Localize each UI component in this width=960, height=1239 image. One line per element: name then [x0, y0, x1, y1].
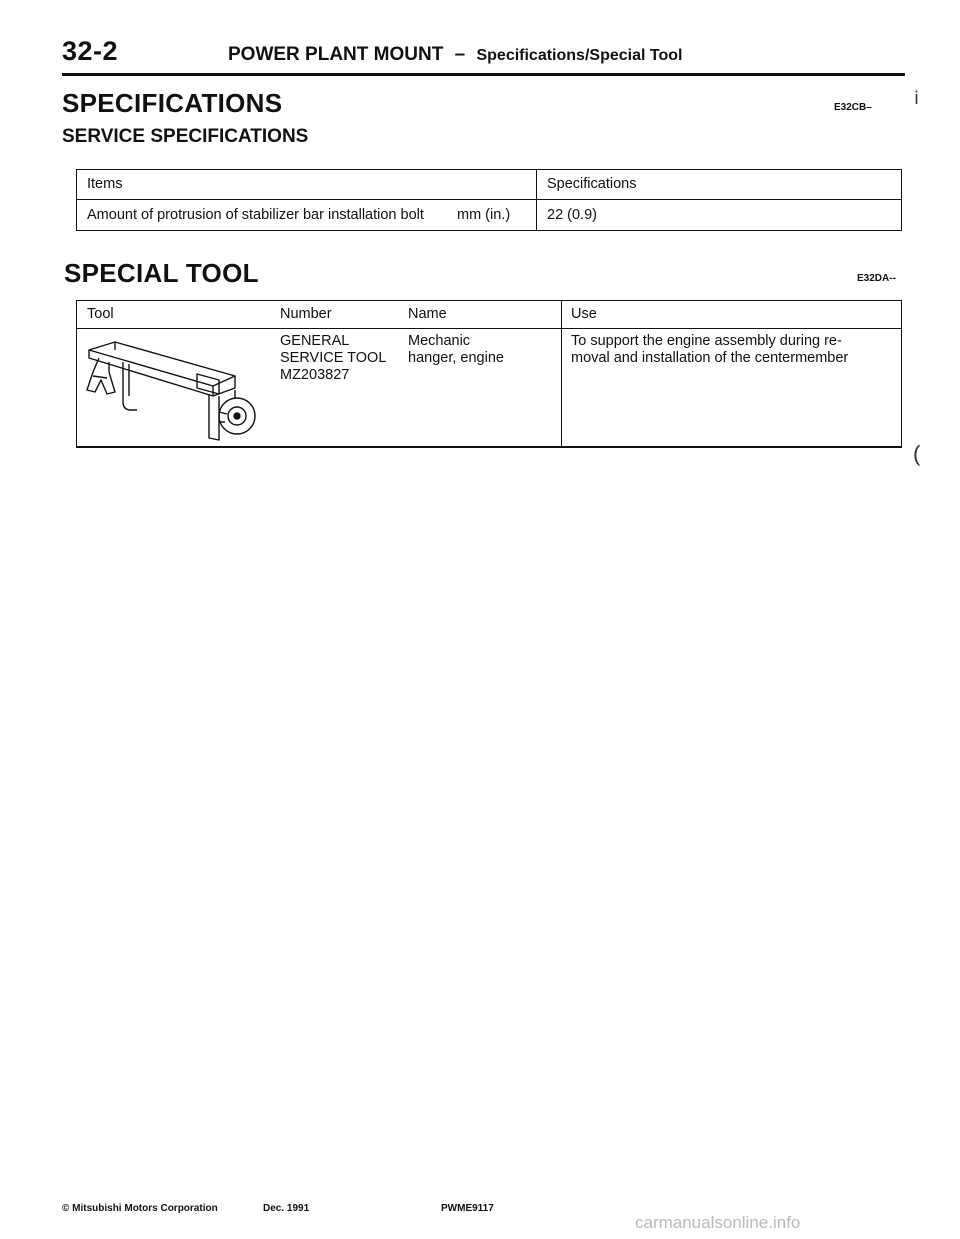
spec-unit: mm (in.)	[457, 207, 511, 223]
service-specifications-heading: SERVICE SPECIFICATIONS	[62, 126, 309, 147]
tool-use-line: moval and installation of the centermember	[571, 350, 849, 366]
footer-date: Dec. 1991	[263, 1203, 310, 1214]
specifications-heading: SPECIFICATIONS	[62, 88, 283, 118]
service-specifications-table	[76, 169, 902, 231]
specifications-code: E32CB–	[834, 102, 872, 113]
header-subtitle: Specifications/Special Tool	[476, 47, 683, 64]
stray-mark: ⅰ	[914, 88, 920, 108]
column-header-items: Items	[87, 176, 123, 192]
page-header	[228, 44, 682, 66]
tool-number-line: MZ203827	[280, 367, 350, 383]
header-rule	[62, 73, 905, 76]
tool-use-line: To support the engine assembly during re-	[571, 333, 842, 349]
spec-value: 22 (0.9)	[547, 207, 597, 223]
watermark: carmanualsonline.info	[635, 1213, 801, 1232]
special-tool-heading: SPECIAL TOOL	[64, 258, 259, 288]
tool-name-line: Mechanic	[408, 333, 471, 349]
table-divider	[561, 301, 562, 446]
tool-use	[571, 333, 848, 367]
footer-copyright: © Mitsubishi Motors Corporation	[62, 1203, 218, 1214]
table-divider	[77, 199, 901, 200]
tool-number-line: SERVICE TOOL	[280, 350, 387, 366]
engine-hanger-illustration	[85, 336, 265, 449]
special-tool-code: E32DA--	[857, 273, 896, 284]
special-tool-table	[76, 300, 902, 448]
tool-number	[280, 333, 386, 384]
column-header-use: Use	[571, 306, 597, 322]
footer-code: PWME9117	[441, 1203, 494, 1214]
column-header-tool: Tool	[87, 306, 114, 322]
header-dash: –	[454, 44, 466, 65]
table-divider	[536, 170, 537, 230]
column-header-specifications: Specifications	[547, 176, 637, 192]
column-header-name: Name	[408, 306, 447, 322]
tool-number-line: GENERAL	[280, 333, 350, 349]
stray-mark: (	[913, 441, 921, 466]
header-section: POWER PLANT MOUNT	[228, 44, 444, 65]
spec-item: Amount of protrusion of stabilizer bar installation bolt	[87, 207, 424, 223]
table-divider	[77, 328, 901, 329]
page-number: 32-2	[62, 36, 119, 66]
column-header-number: Number	[280, 306, 332, 322]
tool-name-line: hanger, engine	[408, 350, 504, 366]
tool-name	[408, 333, 504, 367]
